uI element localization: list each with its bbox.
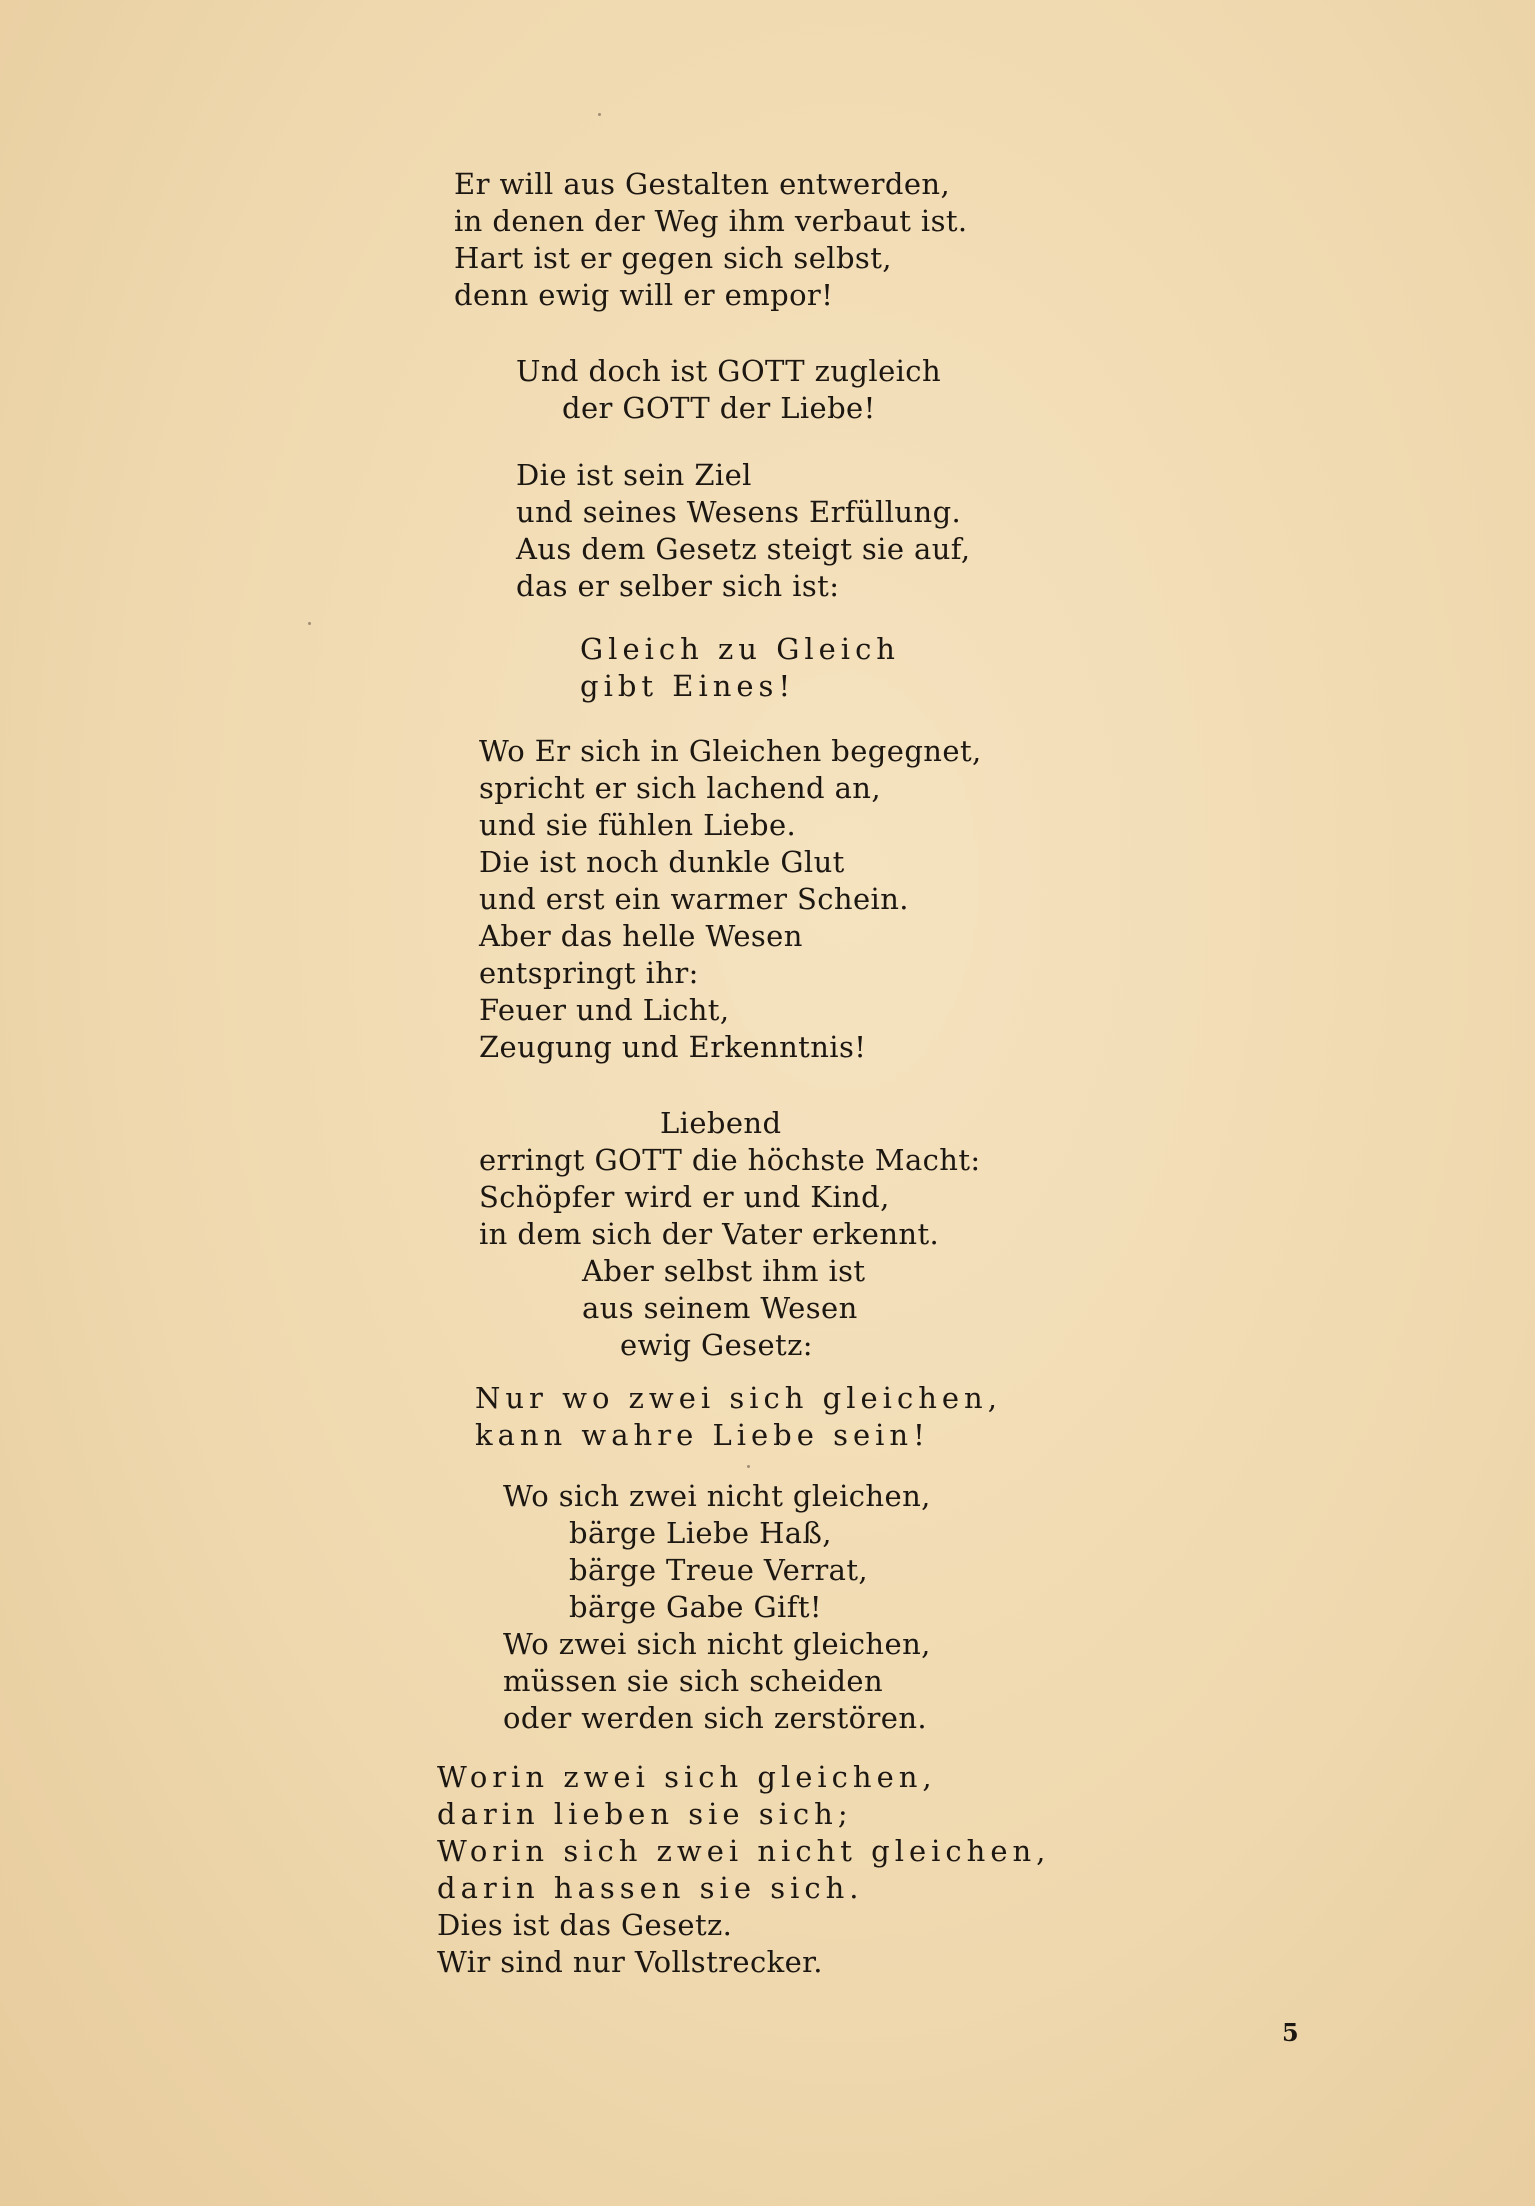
verse-line: darin lieben sie sich;	[437, 1797, 853, 1831]
stanza-9	[0, 1759, 1050, 1981]
stanza-2	[0, 353, 941, 427]
verse-line: erringt GOTT die höchste Macht:	[479, 1143, 981, 1177]
verse-line: Nur wo zwei sich gleichen,	[475, 1381, 1002, 1415]
verse-line: das er selber sich ist:	[516, 569, 840, 603]
verse-line: Aber selbst ihm ist	[582, 1254, 866, 1288]
verse-line: und seines Wesens Erfüllung.	[516, 495, 962, 529]
verse-line: Schöpfer wird er und Kind,	[479, 1180, 890, 1214]
verse-line: ewig Gesetz:	[620, 1328, 813, 1362]
verse-line: Wir sind nur Vollstrecker.	[437, 1945, 823, 1979]
verse-line: bärge Treue Verrat,	[569, 1553, 869, 1587]
verse-line: Worin zwei sich gleichen,	[437, 1760, 937, 1794]
verse-line: Liebend	[660, 1106, 782, 1140]
verse-line: in dem sich der Vater erkennt.	[479, 1217, 940, 1251]
stanza-7	[0, 1380, 1002, 1454]
verse-line: oder werden sich zerstören.	[503, 1701, 928, 1735]
verse-line: Die ist noch dunkle Glut	[479, 845, 845, 879]
paper-speck	[747, 1465, 750, 1468]
verse-line: Zeugung und Erkenntnis!	[479, 1030, 867, 1064]
stanza-3	[0, 457, 971, 605]
stanza-6	[0, 1105, 981, 1364]
verse-line: Feuer und Licht,	[479, 993, 730, 1027]
stanza-4	[0, 631, 900, 705]
verse-line: spricht er sich lachend an,	[479, 771, 882, 805]
verse-line: Gleich zu Gleich	[580, 632, 900, 666]
stanza-8	[0, 1478, 931, 1737]
verse-line: denn ewig will er empor!	[454, 278, 834, 312]
verse-line: kann wahre Liebe sein!	[475, 1418, 930, 1452]
verse-line: darin hassen sie sich.	[437, 1871, 864, 1905]
verse-line: der GOTT der Liebe!	[562, 391, 876, 425]
verse-line: gibt Eines!	[580, 669, 796, 703]
verse-line: Wo Er sich in Gleichen begegnet,	[479, 734, 982, 768]
verse-line: bärge Gabe Gift!	[569, 1590, 822, 1624]
verse-line: in denen der Weg ihm verbaut ist.	[454, 204, 968, 238]
paper-speck	[598, 113, 601, 116]
stanza-5	[0, 733, 982, 1066]
verse-line: und sie fühlen Liebe.	[479, 808, 797, 842]
verse-line: Hart ist er gegen sich selbst,	[454, 241, 892, 275]
verse-line: Die ist sein Ziel	[516, 458, 752, 492]
verse-line: Worin sich zwei nicht gleichen,	[437, 1834, 1051, 1868]
verse-line: bärge Liebe Haß,	[569, 1516, 832, 1550]
page-number: 5	[1282, 2018, 1299, 2047]
verse-line: Dies ist das Gesetz.	[437, 1908, 733, 1942]
verse-line: Und doch ist GOTT zugleich	[516, 354, 942, 388]
verse-line: aus seinem Wesen	[582, 1291, 858, 1325]
verse-line: und erst ein warmer Schein.	[479, 882, 909, 916]
verse-line: Aus dem Gesetz steigt sie auf,	[516, 532, 971, 566]
verse-line: müssen sie sich scheiden	[503, 1664, 884, 1698]
verse-line: Wo sich zwei nicht gleichen,	[503, 1479, 931, 1513]
verse-line: entspringt ihr:	[479, 956, 699, 990]
verse-line: Wo zwei sich nicht gleichen,	[503, 1627, 931, 1661]
paper-speck	[308, 622, 311, 625]
verse-line: Er will aus Gestalten entwerden,	[454, 167, 951, 201]
stanza-1	[0, 166, 968, 314]
verse-line: Aber das helle Wesen	[479, 919, 803, 953]
